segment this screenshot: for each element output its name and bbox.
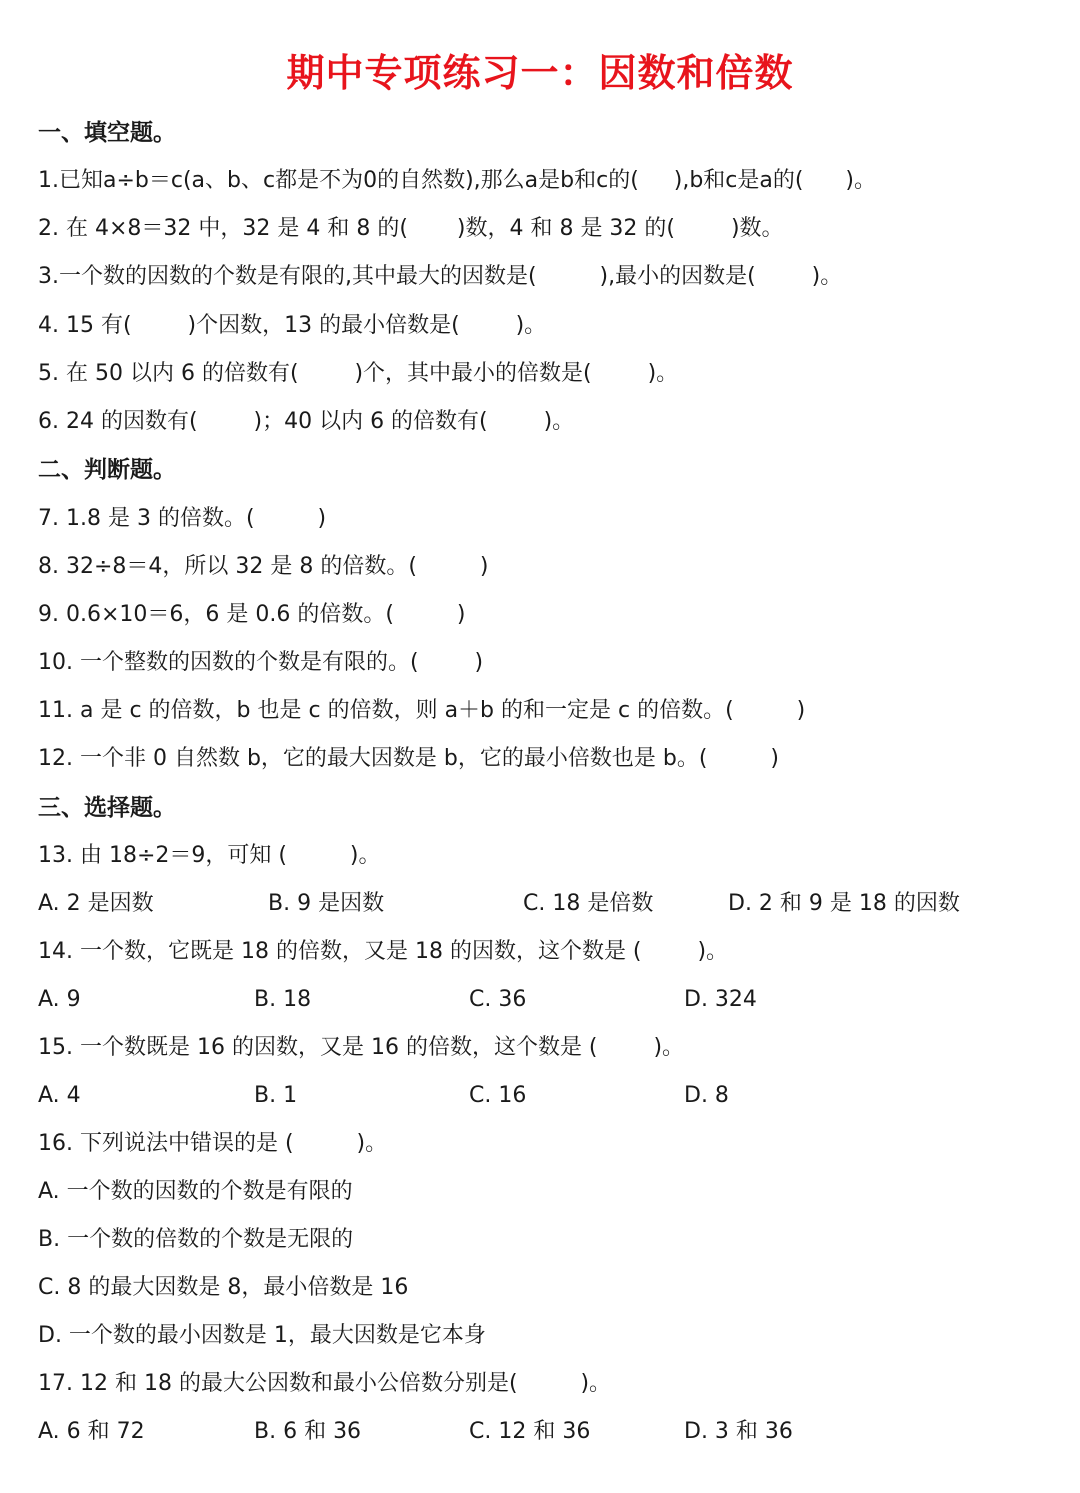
question-17: 17. 12 和 18 的最大公因数和最小公倍数分别是( )。	[38, 1371, 612, 1396]
q15-option-a: A. 4	[38, 1083, 81, 1108]
question-1: 1.已知a÷b＝c(a、b、c都是不为0的自然数),那么a是b和c的( ),b和c是a的( )。	[38, 168, 876, 193]
section-fill-blank: 一、填空题。	[38, 120, 176, 146]
question-10: 10. 一个整数的因数的个数是有限的。( )	[38, 650, 484, 675]
question-12: 12. 一个非 0 自然数 b，它的最大因数是 b，它的最小倍数也是 b。( )	[38, 746, 779, 771]
q14-option-c: C. 36	[469, 987, 527, 1012]
q14-option-a: A. 9	[38, 987, 81, 1012]
q16-option-a: A. 一个数的因数的个数是有限的	[38, 1179, 353, 1204]
q15-option-b: B. 1	[254, 1083, 298, 1108]
q16-option-d: D. 一个数的最小因数是 1，最大因数是它本身	[38, 1323, 486, 1348]
section-multiple-choice: 三、选择题。	[38, 795, 176, 821]
q17-option-b: B. 6 和 36	[254, 1419, 362, 1444]
question-5: 5. 在 50 以内 6 的倍数有( )个，其中最小的倍数是( )。	[38, 361, 679, 386]
question-16: 16. 下列说法中错误的是 ( )。	[38, 1131, 388, 1156]
q17-option-a: A. 6 和 72	[38, 1419, 145, 1444]
q17-option-d: D. 3 和 36	[684, 1419, 793, 1444]
section-true-false: 二、判断题。	[38, 457, 176, 483]
question-13: 13. 由 18÷2＝9，可知 ( )。	[38, 843, 381, 868]
question-4: 4. 15 有( )个因数，13 的最小倍数是( )。	[38, 313, 547, 338]
q14-option-b: B. 18	[254, 987, 312, 1012]
question-15: 15. 一个数既是 16 的因数，又是 16 的倍数，这个数是 ( )。	[38, 1035, 685, 1060]
q17-option-c: C. 12 和 36	[469, 1419, 591, 1444]
q16-option-b: B. 一个数的倍数的个数是无限的	[38, 1227, 354, 1252]
question-2: 2. 在 4×8＝32 中，32 是 4 和 8 的( )数，4 和 8 是 32 的( )数。	[38, 216, 784, 241]
question-6: 6. 24 的因数有( )；40 以内 6 的倍数有( )。	[38, 409, 575, 434]
worksheet-title: 期中专项练习一：因数和倍数	[286, 51, 794, 95]
question-8: 8. 32÷8＝4，所以 32 是 8 的倍数。( )	[38, 554, 489, 579]
q15-option-c: C. 16	[469, 1083, 527, 1108]
q13-option-d: D. 2 和 9 是 18 的因数	[728, 891, 960, 916]
question-3: 3.一个数的因数的个数是有限的,其中最大的因数是( ),最小的因数是( )。	[38, 264, 843, 289]
q13-option-a: A. 2 是因数	[38, 891, 154, 916]
q14-option-d: D. 324	[684, 987, 757, 1012]
q16-option-c: C. 8 的最大因数是 8，最小倍数是 16	[38, 1275, 409, 1300]
q13-option-b: B. 9 是因数	[268, 891, 385, 916]
question-14: 14. 一个数，它既是 18 的倍数，又是 18 的因数，这个数是 ( )。	[38, 939, 729, 964]
q13-option-c: C. 18 是倍数	[523, 891, 654, 916]
q15-option-d: D. 8	[684, 1083, 729, 1108]
question-7: 7. 1.8 是 3 的倍数。( )	[38, 506, 327, 531]
question-11: 11. a 是 c 的倍数，b 也是 c 的倍数，则 a＋b 的和一定是 c 的倍数。( )	[38, 698, 806, 723]
question-9: 9. 0.6×10＝6，6 是 0.6 的倍数。( )	[38, 602, 466, 627]
